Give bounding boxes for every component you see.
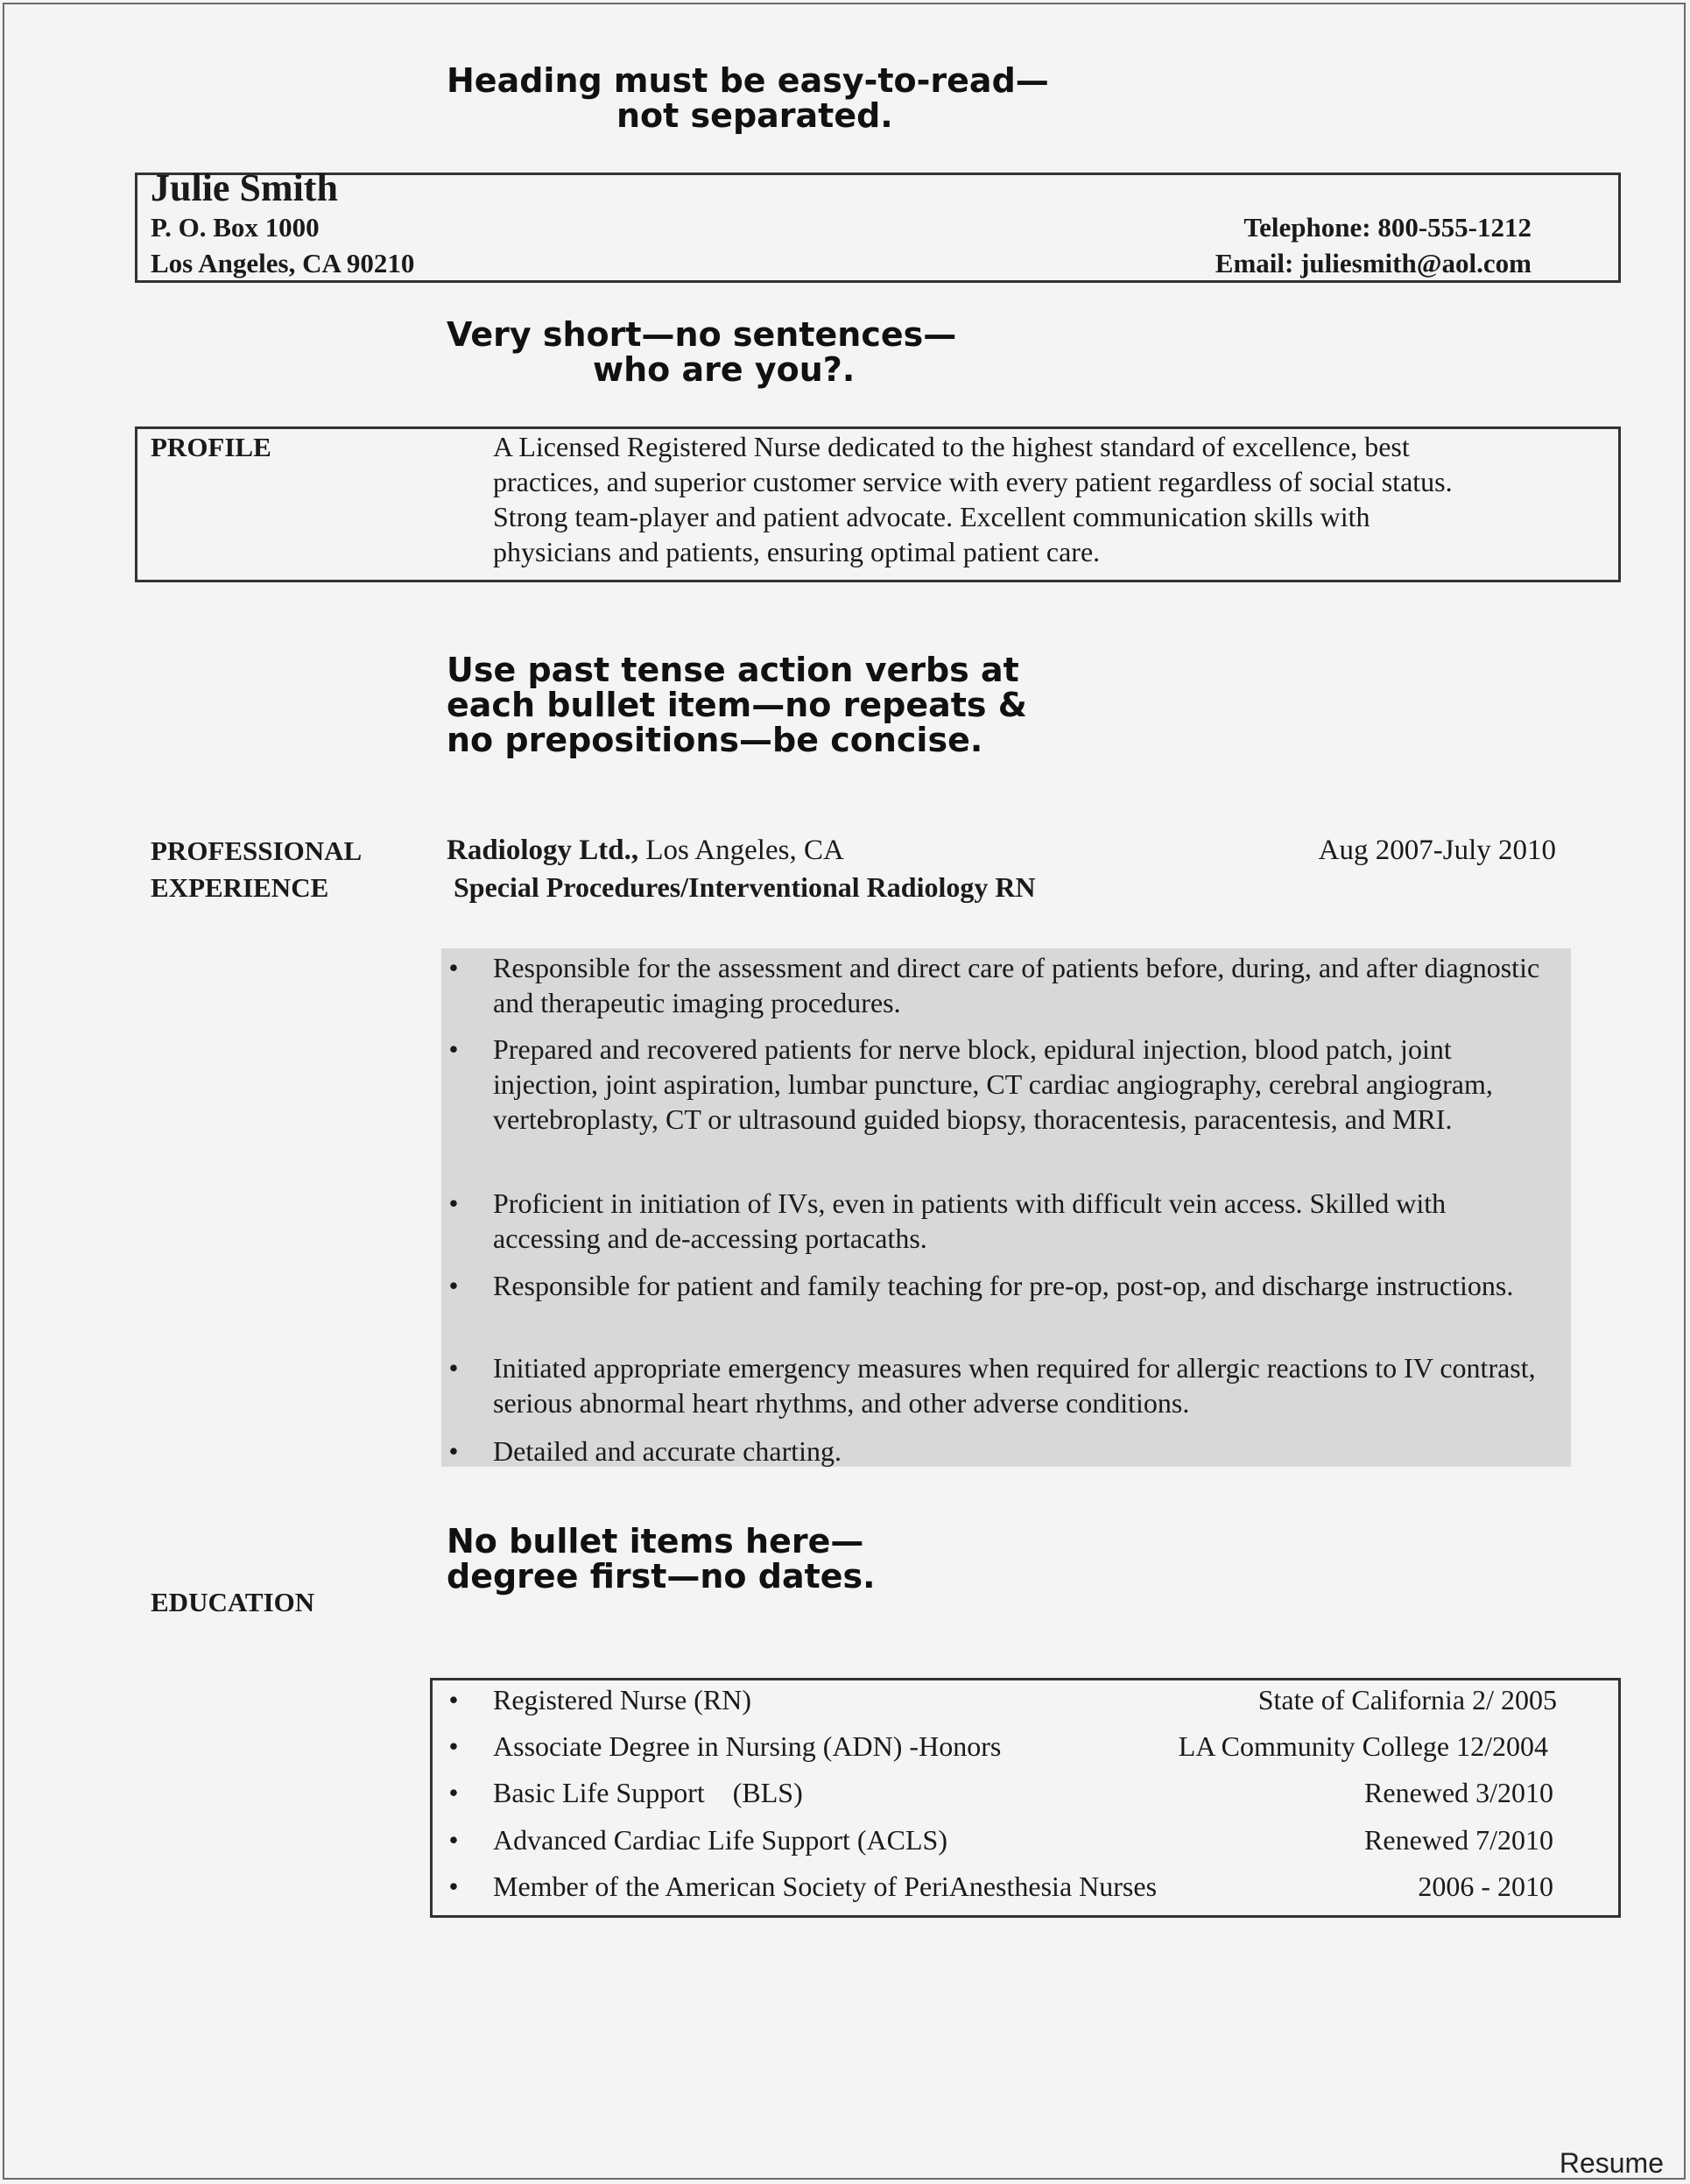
heading-note-line: not separated. [616,96,893,135]
experience-label-line: EXPERIENCE [151,872,329,903]
bullet-dot: • [448,1870,459,1902]
bullet-dot: • [448,1352,459,1384]
bullet-dot: • [448,1435,459,1467]
bullet-dot: • [448,1684,459,1715]
bullet-text: Initiated appropriate emergency measures when required for allergic reactions to IV contrast, serious abnormal heart rhythms, and other adverse conditions. [493,1352,1536,1419]
experience-label-line: PROFESSIONAL [151,835,363,866]
profile-text [493,429,1453,569]
profile-note [447,317,956,387]
education-label: EDUCATION [151,1587,315,1617]
education-item [441,1682,1557,1717]
email: Email: juliesmith@aol.com [1215,248,1532,278]
address-line-1: P. O. Box 1000 [151,212,320,243]
education-note-line: No bullet items here— [447,1522,864,1561]
education-item-name: Registered Nurse (RN) [493,1684,752,1715]
education-note [447,1524,876,1594]
heading-note [447,63,1049,133]
address-line-2: Los Angeles, CA 90210 [151,248,415,278]
education-item-name: Member of the American Society of PeriAnesthesia Nurses [493,1870,1158,1902]
bullet-text: Prepared and recovered patients for nerve block, epidural injection, blood patch, joint injection, joint aspiration, lumbar puncture, CT cardiac angiography, cerebral angiogram, vertebroplasty, CT or ultrasound guided biopsy, thoracentesis, paracentesis, and MRI. [493,1033,1493,1135]
bullet-dot: • [448,952,459,983]
education-item-detail: LA Community College 12/2004 [1178,1730,1548,1762]
profile-label: PROFILE [151,432,271,462]
experience-note [447,652,1027,757]
profile-line: practices, and superior customer service with every patient regardless of social status. [493,466,1453,497]
profile-note-line: Very short—no sentences— [447,315,957,354]
heading-note-line: Heading must be easy-to-read— [447,61,1049,100]
bullet-dot: • [448,1270,459,1301]
experience-note-line: no prepositions—be concise. [447,721,983,759]
job-title: Special Procedures/Interventional Radiology RN [454,871,1036,903]
profile-line: Strong team-player and patient advocate. Excellent communication skills with [493,501,1370,532]
education-item [441,1729,1557,1764]
bullet-dot: • [448,1187,459,1219]
candidate-name: Julie Smith [151,166,338,209]
education-item-name: Associate Degree in Nursing (ADN) -Honors [493,1730,1002,1762]
experience-note-line: each bullet item—no repeats & [447,686,1027,724]
telephone: Telephone: 800-555-1212 [1243,212,1532,243]
education-item-name: Advanced Cardiac Life Support (ACLS) [493,1824,947,1856]
bullet-dot: • [448,1033,459,1065]
experience-note-line: Use past tense action verbs at [447,651,1019,689]
education-item-detail: State of California 2/ 2005 [1257,1684,1557,1715]
footer-label: Resume [1559,2147,1664,2179]
education-item-detail: Renewed 3/2010 [1364,1777,1553,1808]
bullet-dot: • [448,1824,459,1856]
profile-line: physicians and patients, ensuring optimal patient care. [493,536,1101,567]
bullet-text: Responsible for the assessment and direct care of patients before, during, and after diagnostic and therapeutic imaging procedures. [493,952,1540,1018]
education-item-detail: 2006 - 2010 [1418,1870,1553,1902]
bullet-text: Proficient in initiation of IVs, even in patients with difficult vein access. Skilled with accessing and de-accessing portacaths. [493,1187,1447,1254]
education-note-line: degree first—no dates. [447,1557,876,1596]
profile-line: A Licensed Registered Nurse dedicated to the highest standard of excellence, best [493,431,1410,462]
education-item-detail: Renewed 7/2010 [1364,1824,1553,1856]
education-item-name: Basic Life Support (BLS) [493,1777,803,1808]
bullet-dot: • [448,1730,459,1762]
bullet-dot: • [448,1777,459,1808]
bullet-text: Responsible for patient and family teaching for pre-op, post-op, and discharge instructions. [493,1270,1514,1301]
profile-note-line: who are you?. [593,350,856,389]
education-item [441,1869,1557,1904]
education-item [441,1775,1557,1810]
bullet-text: Detailed and accurate charting. [493,1435,841,1467]
employer-location: Los Angeles, CA [638,835,844,866]
job-dates: Aug 2007-July 2010 [1318,835,1556,866]
experience-label [151,833,362,906]
employer-name: Radiology Ltd., [447,835,639,866]
education-item [441,1822,1557,1857]
employer-line [447,832,844,869]
